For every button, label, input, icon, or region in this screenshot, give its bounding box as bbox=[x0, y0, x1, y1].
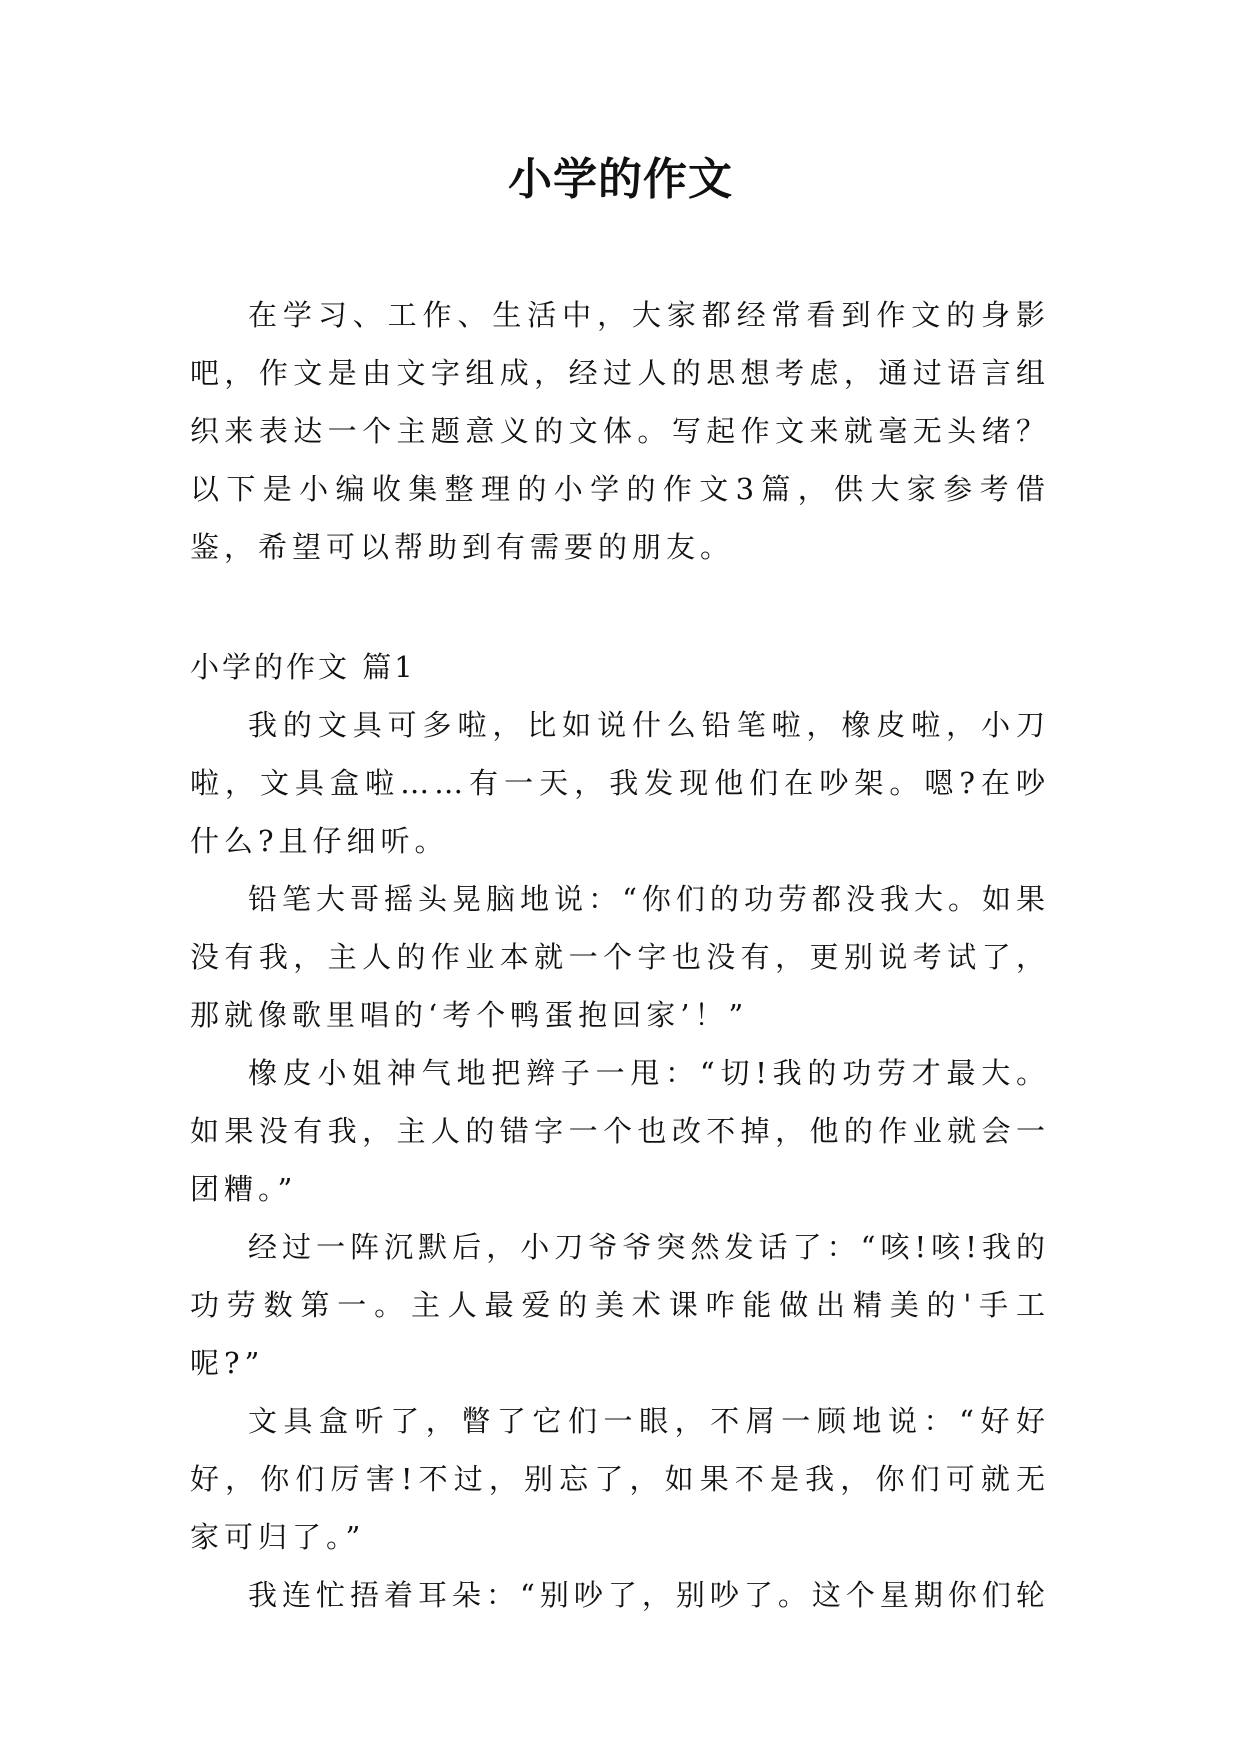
intro-section bbox=[190, 286, 1050, 576]
intro-paragraph: 在学习、工作、生活中，大家都经常看到作文的身影吧，作文是由文字组成，经过人的思想考虑，通过语言组织来表达一个主题意义的文体。写起作文来就毫无头绪？以下是小编收集整理的小学的作文3篇，供大家参考借鉴，希望可以帮助到有需要的朋友。 bbox=[190, 298, 1050, 564]
story-paragraph: 橡皮小姐神气地把辫子一甩：“切!我的功劳才最大。如果没有我，主人的错字一个也改不掉，他的作业就会一团糟。” bbox=[190, 1056, 1050, 1206]
story-paragraph: 经过一阵沉默后，小刀爷爷突然发话了：“咳!咳!我的功劳数第一。主人最爱的美术课咋能做出精美的'手工呢?” bbox=[190, 1230, 1050, 1380]
story-paragraph: 文具盒听了，瞥了它们一眼，不屑一顾地说：“好好好，你们厉害!不过，别忘了，如果不是我，你们可就无家可归了。” bbox=[190, 1404, 1050, 1554]
story-paragraph: 我连忙捂着耳朵：“别吵了，别吵了。这个星期你们轮 bbox=[248, 1578, 1050, 1612]
story-section bbox=[190, 696, 1050, 1624]
document-title: 小学的作文 bbox=[508, 154, 733, 205]
story-paragraph: 我的文具可多啦，比如说什么铅笔啦，橡皮啦，小刀啦，文具盒啦……有一天，我发现他们在吵架。嗯?在吵什么?且仔细听。 bbox=[190, 708, 1050, 858]
section-heading: 小学的作文 篇1 bbox=[190, 650, 416, 684]
story-paragraph: 铅笔大哥摇头晃脑地说：“你们的功劳都没我大。如果没有我，主人的作业本就一个字也没有，更别说考试了，那就像歌里唱的‘考个鸭蛋抱回家’！” bbox=[190, 882, 1050, 1032]
